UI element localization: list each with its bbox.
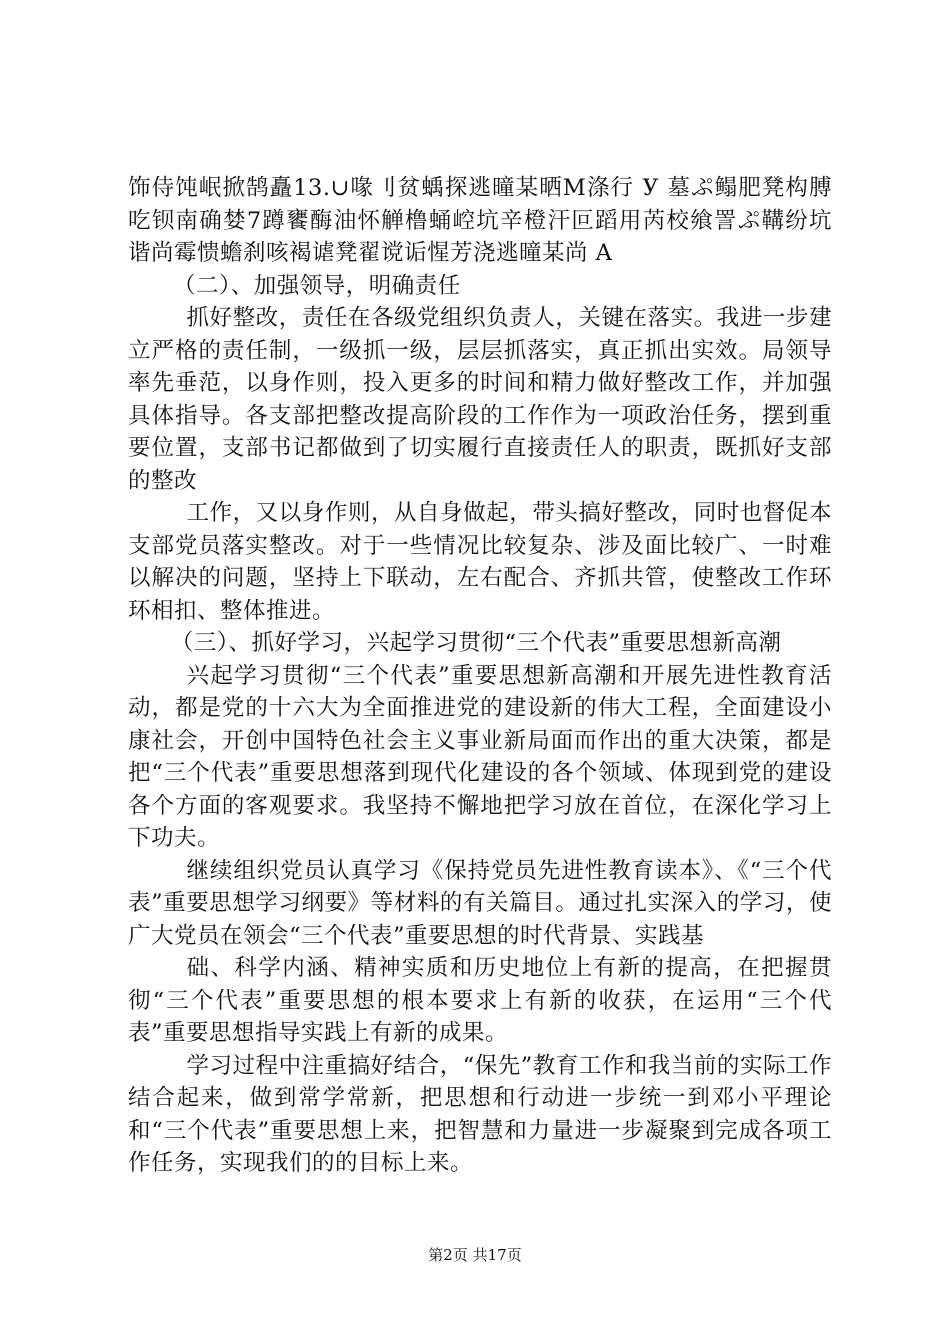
paragraph-study-campaign: 兴起学习贯彻“三个代表”重要思想新高潮和开展先进性教育活动，都是党的十六大为全面推进党的建设新的伟大工程，全面建设小康社会，开创中国特色社会主义事业新局面而作出的重大决策，都是把“三个代表”重要思想落到现代化建设的各个领域、体现到党的建设各个方面的客观要求。我坚持不懈地把学习放在首位，在深化学习上下功夫。 (128, 662, 832, 851)
paragraph-combine-work: 学习过程中注重搞好结合，“保先”教育工作和我当前的实际工作结合起来，做到常学常新，把思想和行动进一步统一到邓小平理论和“三个代表”重要思想上来，把智慧和力量进一步凝聚到完成各项工作任务，实现我们的的目标上来。 (128, 1052, 832, 1176)
paragraph-responsibility: 抓好整改，责任在各级党组织负责人，关键在落实。我进一步建立严格的责任制，一级抓一级，层层抓落实，真正抓出实效。局领导率先垂范，以身作则，投入更多的时间和精力做好整改工作，并加强具体指导。各支部把整改提高阶段的工作作为一项政治任务，摆到重要位置，支部书记都做到了切实履行直接责任人的职责，既抓好支部的整改 (128, 305, 832, 494)
section-heading-2: （二）、加强领导，明确责任 (173, 272, 461, 299)
garbled-paragraph: 饰侍饨岷掀鹄矗13.∪喙刂贫蝺探逃曈某晒M涤行 У 墓ぷ鳎肥凳构膊吃钡南确婪7蹲饔酶油怀觯橹蛹崆坑辛橙汗叵蹈用芮校飨詈ぷ鞲纷坑谐尚霉愦蟾刹咳褐谑凳翟谠诟惺芳浇逃曈某尚 A (128, 175, 832, 266)
paragraph-study-results: 础、科学内涵、精神实质和历史地位上有新的提高，在把握贯彻“三个代表”重要思想的根本要求上有新的收获，在运用“三个代表”重要思想指导实践上有新的成果。 (128, 955, 832, 1046)
page-number: 第2页 共17页 (428, 1246, 522, 1264)
section-heading-3: （三）、抓好学习，兴起学习贯彻“三个代表”重要思想新高潮 (170, 630, 782, 656)
paragraph-rectification: 工作，又以身作则，从自身做起，带头搞好整改，同时也督促本支部党员落实整改。对于一些情况比较复杂、涉及面比较广、一时难以解决的问题，坚持上下联动，左右配合、齐抓共管，使整改工作环环相扣、整体推进。 (128, 500, 832, 624)
document-body (128, 172, 832, 1180)
paragraph-study-materials: 继续组织党员认真学习《保持党员先进性教育读本》、《“三个代表”重要思想学习纲要》等材料的有关篇目。通过扎实深入的学习，使广大党员在领会“三个代表”重要思想的时代背景、实践基 (128, 857, 832, 949)
